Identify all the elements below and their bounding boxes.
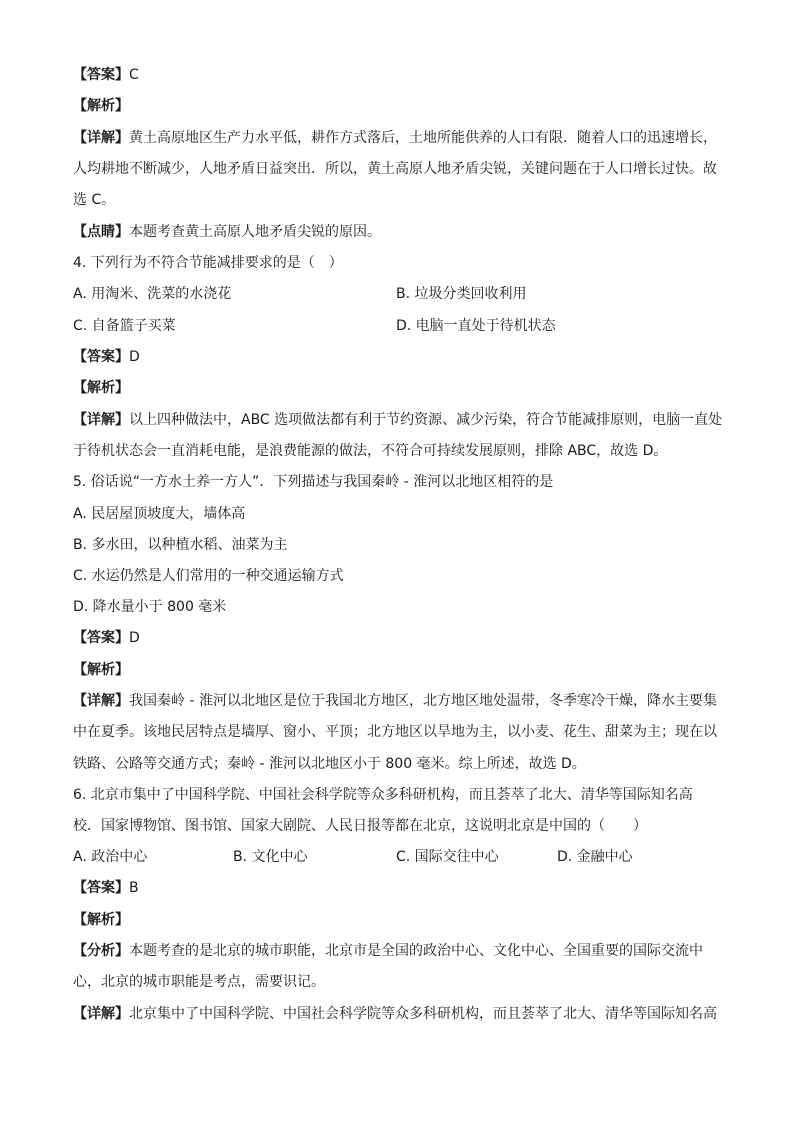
q4-option-b: B. 垃圾分类回收利用 xyxy=(396,286,527,302)
answer-value: B xyxy=(129,880,139,896)
detail-tag: 【详解】 xyxy=(73,412,129,428)
point-text: 本题考查黄土高原人地矛盾尖锐的原因。 xyxy=(129,224,381,240)
answer-value: D xyxy=(129,349,140,365)
q5-detail-line-2: 中在夏季。该地民居特点是墙厚、窗小、平顶；北方地区以旱地为主，以小麦、花生、甜菜为主；现在以 xyxy=(73,724,717,740)
q6-analysis-heading xyxy=(73,910,129,930)
answer-value: D xyxy=(129,630,140,646)
analysis-tag: 【解析】 xyxy=(73,98,129,114)
detail-text: 黄土高原地区生产力水平低，耕作方式落后，土地所能供养的人口有限．随着人口的迅速增长， xyxy=(129,130,717,146)
fenxi-tag: 【分析】 xyxy=(73,943,129,959)
q6-detail-line-1 xyxy=(73,1004,717,1024)
q5-answer xyxy=(73,628,140,648)
answer-tag: 【答案】 xyxy=(73,349,129,365)
point-tag: 【点睛】 xyxy=(73,224,129,240)
q6-fenxi-line-2: 心，北京的城市职能是考点，需要识记。 xyxy=(73,974,325,990)
q6-option-c: C. 国际交往中心 xyxy=(396,849,499,865)
q6-stem-line-2: 校．国家博物馆、图书馆、国家大剧院、人民日报等都在北京，这说明北京是中国的（ ） xyxy=(73,818,647,834)
q5-option-c: C. 水运仍然是人们常用的一种交通运输方式 xyxy=(73,568,344,584)
q6-fenxi-line-1 xyxy=(73,941,703,961)
q6-option-d: D. 金融中心 xyxy=(557,849,633,865)
q6-stem-line-1: 6. 北京市集中了中国科学院、中国社会科学院等众多科研机构，而且荟萃了北大、清华等国际知名高 xyxy=(73,787,693,803)
q4-option-a: A. 用淘米、洗菜的水浇花 xyxy=(73,286,232,302)
detail-tag: 【详解】 xyxy=(73,693,129,709)
q4-option-c: C. 自备篮子买菜 xyxy=(73,318,176,334)
q3-detail-line-1 xyxy=(73,128,717,148)
q5-option-d: D. 降水量小于 800 毫米 xyxy=(73,599,227,615)
q3-answer xyxy=(73,65,139,85)
answer-tag: 【答案】 xyxy=(73,67,129,83)
detail-tag: 【详解】 xyxy=(73,1006,129,1022)
answer-value: C xyxy=(129,67,139,83)
q5-option-a: A. 民居屋顶坡度大，墙体高 xyxy=(73,506,246,522)
q3-detail-line-2: 人均耕地不断减少，人地矛盾日益突出．所以，黄土高原人地矛盾尖锐，关键问题在于人口增长过快。故 xyxy=(73,161,717,177)
fenxi-text: 本题考查的是北京的城市职能，北京市是全国的政治中心、文化中心、全国重要的国际交流中 xyxy=(129,943,703,959)
answer-tag: 【答案】 xyxy=(73,880,129,896)
q6-option-b: B. 文化中心 xyxy=(233,849,308,865)
answer-tag: 【答案】 xyxy=(73,630,129,646)
q4-stem: 4. 下列行为不符合节能减排要求的是（ ） xyxy=(73,255,343,271)
detail-text: 以上四种做法中，ABC 选项做法都有利于节约资源、减少污染，符合节能减排原则，电脑一直处 xyxy=(129,412,723,428)
q5-analysis-heading xyxy=(73,660,129,680)
analysis-tag: 【解析】 xyxy=(73,662,129,678)
q5-detail-line-3: 铁路、公路等交通方式；秦岭 - 淮河以北地区小于 800 毫米。综上所述，故选 D。 xyxy=(73,756,586,772)
q4-answer xyxy=(73,347,140,367)
q4-detail-line-2: 于待机状态会一直消耗电能，是浪费能源的做法，不符合可持续发展原则，排除 ABC，故选 D。 xyxy=(73,443,668,459)
analysis-tag: 【解析】 xyxy=(73,380,129,396)
q5-stem: 5. 俗话说“一方水土养一方人”．下列描述与我国秦岭 - 淮河以北地区相符的是 xyxy=(73,474,554,490)
q6-answer xyxy=(73,878,139,898)
q5-option-b: B. 多水田，以种植水稻、油菜为主 xyxy=(73,537,288,553)
q4-detail-line-1 xyxy=(73,410,722,430)
q4-option-d: D. 电脑一直处于待机状态 xyxy=(396,318,556,334)
q3-detail-line-3: 选 C。 xyxy=(73,192,116,208)
detail-tag: 【详解】 xyxy=(73,130,129,146)
analysis-tag: 【解析】 xyxy=(73,912,129,928)
detail-text: 北京集中了中国科学院、中国社会科学院等众多科研机构，而且荟萃了北大、清华等国际知名高 xyxy=(129,1006,717,1022)
q3-point xyxy=(73,222,381,242)
q6-option-a: A. 政治中心 xyxy=(73,849,148,865)
detail-text: 我国秦岭 - 淮河以北地区是位于我国北方地区，北方地区地处温带，冬季寒冷干燥，降水主要集 xyxy=(129,693,717,709)
q3-analysis-heading xyxy=(73,96,129,116)
q5-detail-line-1 xyxy=(73,691,717,711)
q4-analysis-heading xyxy=(73,378,129,398)
